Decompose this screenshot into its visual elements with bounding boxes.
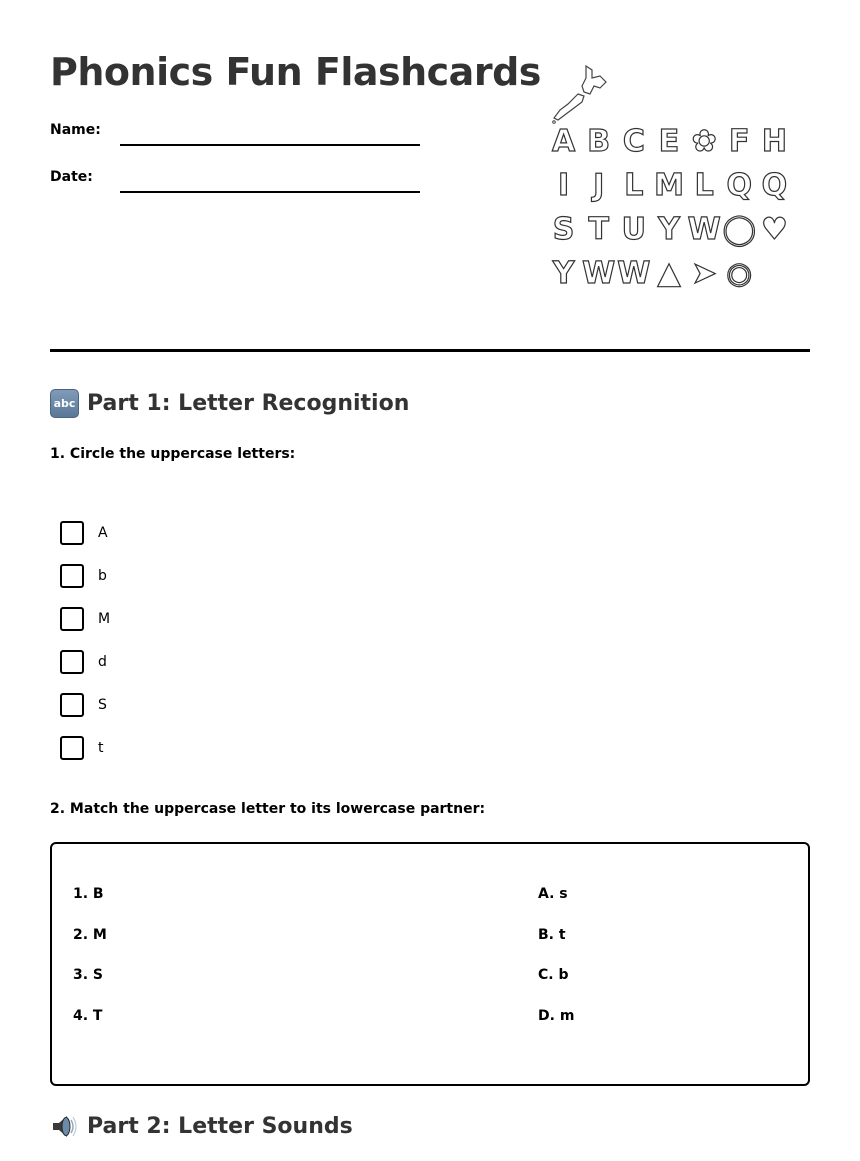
- checkbox[interactable]: [60, 650, 84, 674]
- match-right-item: A. s: [538, 886, 568, 902]
- glyph: H: [761, 124, 787, 159]
- matching-box: [50, 842, 810, 1086]
- match-left-item: 3. S: [73, 967, 104, 983]
- page-title: Phonics Fun Flashcards: [50, 50, 541, 94]
- glyph: S: [552, 212, 575, 247]
- checklist-item[interactable]: [60, 554, 110, 597]
- name-input-line[interactable]: [120, 144, 420, 146]
- part1-heading: [50, 389, 409, 418]
- glyph: Q: [761, 168, 788, 203]
- question-2-prompt: 2. Match the uppercase letter to its lowercase partner:: [50, 801, 486, 817]
- glyph: M: [654, 168, 684, 203]
- glyph: U: [621, 212, 647, 247]
- speaker-icon: [50, 1112, 79, 1141]
- glyph: J: [593, 168, 605, 203]
- penguin-icon: ◉: [726, 256, 753, 291]
- section-divider: [50, 349, 810, 352]
- glyph: L: [624, 168, 644, 203]
- checkbox[interactable]: [60, 607, 84, 631]
- checkbox[interactable]: [60, 521, 84, 545]
- checkbox[interactable]: [60, 736, 84, 760]
- checklist-item[interactable]: [60, 683, 110, 726]
- match-left-item: 1. B: [73, 886, 104, 902]
- letters-grid: [546, 124, 792, 292]
- abc-icon: abc: [50, 389, 79, 418]
- checkbox-label: d: [98, 653, 107, 670]
- tiki-glyph-icon: ✿: [691, 124, 717, 159]
- name-label: Name:: [50, 122, 101, 138]
- part2-title: Part 2: Letter Sounds: [87, 1114, 353, 1139]
- checkbox-label: b: [98, 567, 107, 584]
- glyph: Q: [726, 168, 753, 203]
- name-field[interactable]: [50, 122, 120, 138]
- glyph: I: [557, 168, 570, 203]
- glyph: W: [582, 256, 616, 291]
- new-zealand-map-icon: [548, 64, 618, 126]
- checklist-item[interactable]: [60, 597, 110, 640]
- glyph: E: [658, 124, 680, 159]
- question-1-prompt: 1. Circle the uppercase letters:: [50, 446, 296, 462]
- glyph: L: [694, 168, 714, 203]
- date-label: Date:: [50, 169, 93, 185]
- bird-icon: ➤: [691, 256, 717, 291]
- checkbox[interactable]: [60, 693, 84, 717]
- checkbox-label: t: [98, 739, 104, 756]
- date-field[interactable]: [50, 169, 120, 185]
- glyph: W: [617, 256, 651, 291]
- date-input-line[interactable]: [120, 191, 420, 193]
- part2-heading: [50, 1112, 353, 1141]
- checkbox-label: S: [98, 696, 107, 713]
- uppercase-column: [73, 884, 107, 1046]
- match-left-item: 2. M: [73, 926, 107, 943]
- glyph: F: [729, 124, 750, 159]
- leaf-icon: ♥: [760, 212, 788, 247]
- glyph: Y: [658, 212, 680, 247]
- glyph: A: [551, 124, 576, 159]
- glyph: W: [687, 212, 721, 247]
- bird-icon: ◯: [722, 212, 757, 247]
- match-right-item: B. t: [538, 926, 566, 943]
- checklist-item[interactable]: [60, 511, 110, 554]
- checklist-item[interactable]: [60, 726, 110, 769]
- match-right-item: C. b: [538, 967, 569, 983]
- glyph: B: [587, 124, 611, 159]
- match-right-item: D. m: [538, 1007, 575, 1024]
- checkbox-label: M: [98, 610, 111, 627]
- lowercase-column: [538, 884, 574, 1046]
- alphabet-illustration: [546, 64, 792, 300]
- uppercase-checklist: [60, 511, 110, 769]
- glyph: Y: [552, 256, 575, 291]
- checkbox[interactable]: [60, 564, 84, 588]
- glyph: T: [588, 212, 609, 247]
- match-left-item: 4. T: [73, 1007, 103, 1024]
- owl-icon: ▲: [657, 256, 681, 291]
- checkbox-label: A: [98, 524, 108, 541]
- checklist-item[interactable]: [60, 640, 110, 683]
- part1-title: Part 1: Letter Recognition: [87, 391, 410, 416]
- glyph: C: [622, 124, 645, 159]
